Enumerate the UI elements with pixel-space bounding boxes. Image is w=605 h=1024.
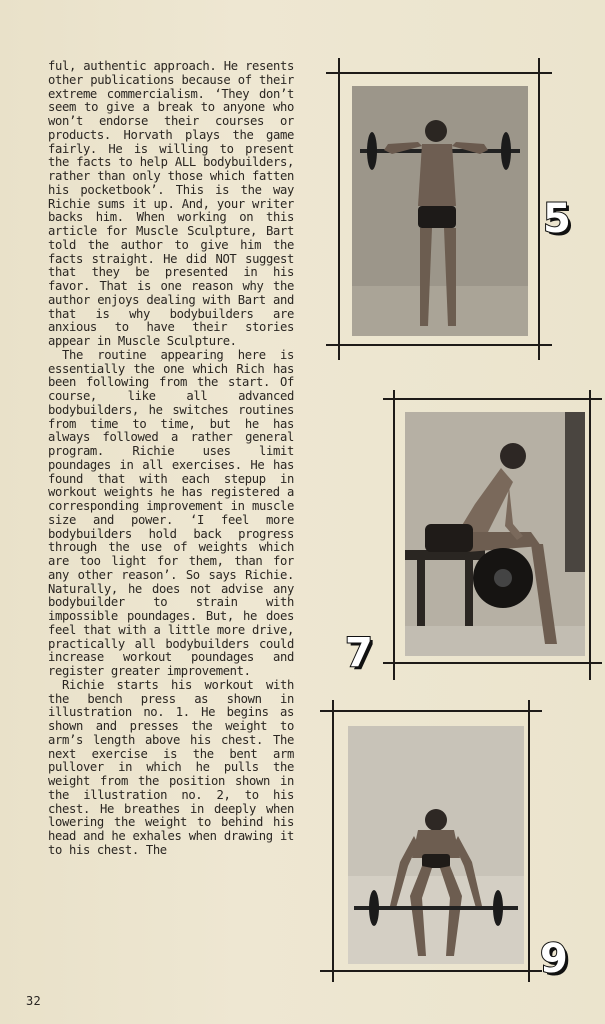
- illustration-number-5: 5: [543, 196, 571, 242]
- exercise-photo: [405, 412, 585, 656]
- seated-curl-figure: [405, 412, 585, 656]
- exercise-photo: [352, 86, 528, 336]
- illustration-number-7: 7: [345, 630, 373, 676]
- illustration-9: [320, 700, 542, 982]
- article-text-column: [48, 60, 294, 858]
- illustration-7: [383, 390, 602, 680]
- barbell-back-view-figure: [352, 86, 528, 336]
- page-number: 32: [26, 994, 42, 1008]
- illustration-5: [326, 58, 552, 360]
- barbell-front-view-figure: [348, 726, 524, 964]
- illustration-number-9: 9: [540, 936, 568, 982]
- article-paragraph: The routine appearing here is essentially the one which Rich has been following from the start. Of course, like all advanced bodybuilders, he switches routines from time to time, but he has always followed a rather general program. Richie uses limit poundages in all exercises. He has found that with each stepup in workout weights he has registered a corresponding improvement in muscle size and power. ‘I feel more bodybuilders hold back progress through the use of weights which are too light for them, than for any other reason’. So says Richie. Naturally, he does not advise any bodybuilder to strain with impossible poundages. But, he does feel that with a little more drive, practically all bodybuilders could increase workout poundages and register greater improvement.: [48, 347, 294, 678]
- article-paragraph: Richie starts his workout with the bench press as shown in illustration no. 1. He begins as shown and presses the weight to arm’s length above his chest. The next exercise is the bent arm pullover in which he pulls the weight from the position shown in the illustration no. 2, to his chest. He breathes in deeply when lowering the weight to behind his head and he exhales when drawing it to his chest. The: [48, 677, 294, 857]
- exercise-photo: [348, 726, 524, 964]
- article-paragraph: ful, authentic approach. He resents other publications because of their extreme commercialism. ‘They don’t seem to give a break to anyone who won’t endorse their courses or products. Horvath plays the game fairly. He is willing to present the facts to help ALL bodybuilders, rather than only those which fatten his pocketbook’. This is the way Richie sums it up. And, your writer backs him. When working on this article for Muscle Sculpture, Bart told the author to give him the facts straight. He did NOT suggest that they be presented in his favor. That is one reason why the author enjoys dealing with Bart and that is why bodybuilders are anxious to have their stories appear in Muscle Sculpture.: [48, 59, 294, 348]
